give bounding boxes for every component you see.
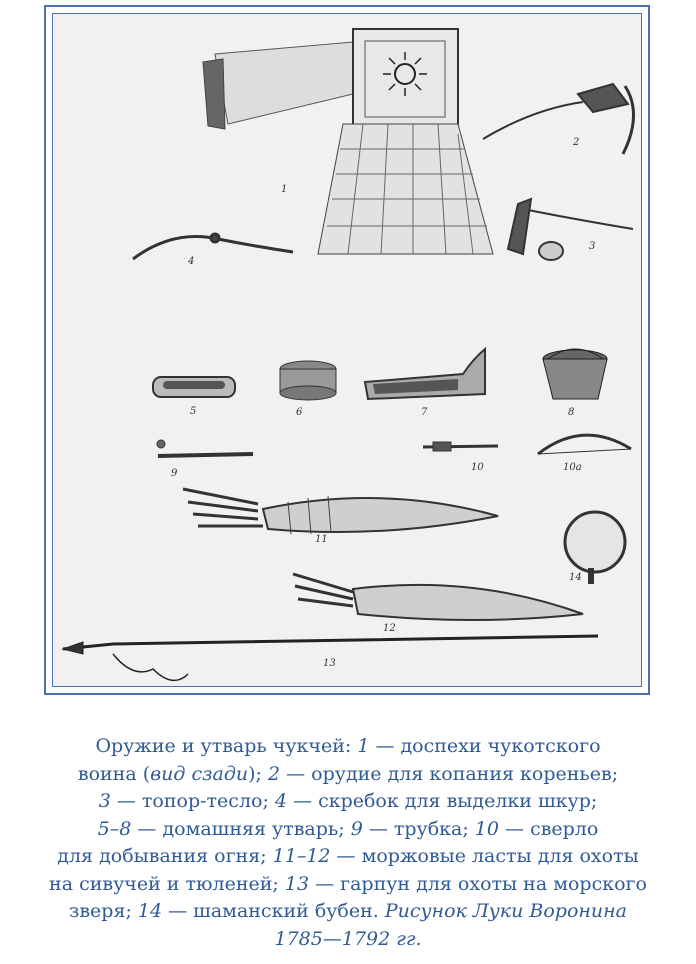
caption-line-7: зверя; 14 — шаманский бубен. Рисунок Луки Воронина — [69, 900, 627, 922]
illustration-plate — [52, 13, 642, 687]
vessel-6-drawing — [280, 361, 336, 400]
pipe-drawing — [157, 440, 253, 456]
vessel-5-drawing — [153, 377, 235, 397]
figure-caption — [20, 733, 676, 953]
digging-tool-drawing — [483, 84, 634, 154]
figure-label-10: 10 — [471, 462, 484, 473]
figure-label-7: 7 — [421, 407, 428, 418]
caption-line-8: 1785—1792 гг. — [274, 927, 422, 950]
figure-label-11: 11 — [315, 534, 328, 545]
vessel-7-drawing — [365, 349, 485, 399]
flipper-12-drawing — [293, 574, 583, 620]
figure-label-12: 12 — [383, 623, 396, 634]
figure-label-2: 2 — [573, 137, 580, 148]
fire-drill-drawing — [423, 442, 498, 451]
adze-drawing — [508, 199, 633, 260]
caption-line-4: 5–8 — домашняя утварь; 9 — трубка; 10 — сверло — [97, 817, 599, 840]
scraper-drawing — [133, 234, 293, 259]
figure-label-3: 3 — [589, 241, 596, 252]
figure-label-5: 5 — [190, 406, 197, 417]
figure-label-13: 13 — [323, 658, 336, 669]
figure-label-9: 9 — [171, 468, 178, 479]
flipper-11-drawing — [183, 489, 498, 534]
figure-label-14: 14 — [569, 572, 582, 583]
figure-label-6: 6 — [296, 407, 303, 418]
engraving-drawing — [53, 14, 642, 687]
figure-label-1: 1 — [281, 184, 288, 195]
caption-line-5: для добывания огня; 11–12 — моржовые ласты для охоты — [57, 845, 639, 867]
figure-label-4: 4 — [188, 256, 195, 267]
caption-line-1: Оружие и утварь чукчей: 1 — доспехи чукотского — [95, 735, 601, 757]
figure-label-8: 8 — [568, 407, 575, 418]
vessel-8-drawing — [543, 349, 607, 399]
caption-line-3: 3 — топор-тесло; 4 — скребок для выделки шкур; — [98, 790, 598, 812]
caption-line-2: воина (вид сзади); 2 — орудие для копания кореньев; — [77, 762, 619, 785]
armor-drawing — [203, 29, 493, 254]
caption-line-6: на сивучей и тюленей; 13 — гарпун для охоты на морского — [49, 872, 647, 895]
figure-label-10a: 10а — [563, 462, 582, 473]
drill-bow-drawing — [538, 435, 631, 454]
